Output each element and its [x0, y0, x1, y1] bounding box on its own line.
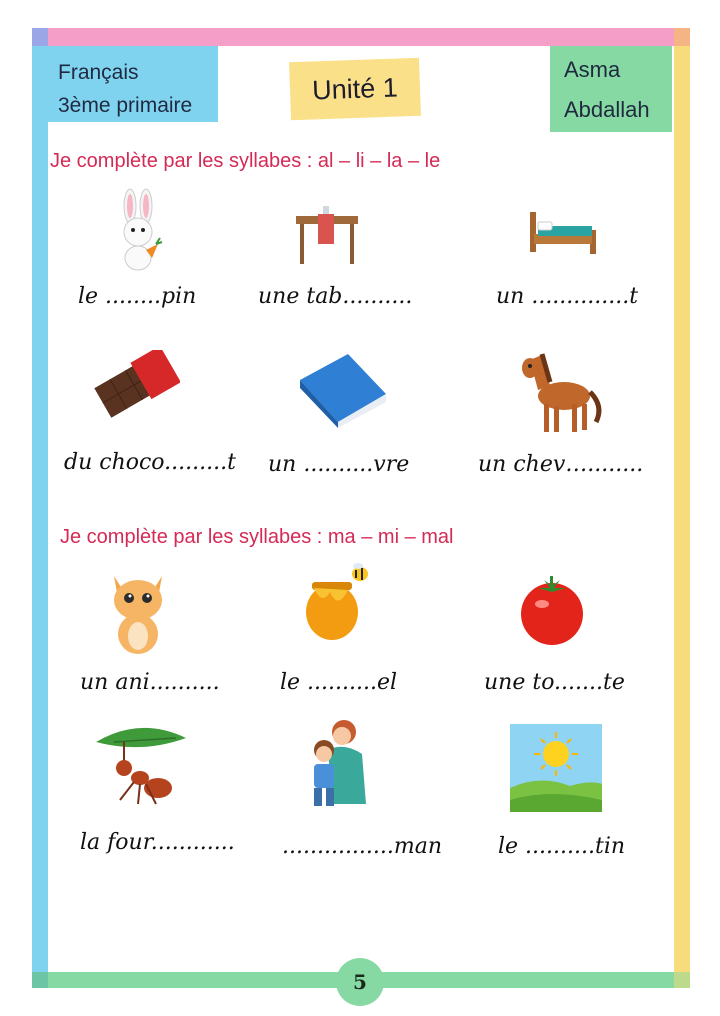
frame-right: [674, 46, 690, 976]
page-number: [336, 958, 384, 1006]
exercise1-instruction: Je complète par les syllabes : al – li – la – le: [50, 150, 441, 172]
cat-picture: [104, 566, 172, 658]
book-picture: [296, 350, 388, 428]
honey-pot-picture: [302, 562, 374, 644]
word-blank: ................man: [282, 834, 443, 859]
frame-left: [32, 46, 48, 976]
author-box: [550, 46, 672, 132]
subject-label: Français: [58, 61, 139, 84]
author-last-name: Abdallah: [564, 97, 650, 122]
author-first-name: Asma: [564, 57, 621, 82]
level-label: 3ème primaire: [58, 94, 193, 117]
frame-corner: [32, 28, 48, 46]
unit-box: [289, 58, 421, 121]
chocolate-picture: [88, 350, 180, 420]
word-blank: un ..............t: [496, 284, 639, 309]
word-blank: le ........pin: [78, 284, 197, 309]
horse-picture: [516, 346, 604, 436]
rabbit-picture: [108, 188, 168, 272]
frame-corner: [674, 972, 690, 988]
word-blank: la four............: [80, 830, 235, 855]
frame-corner: [32, 972, 48, 988]
word-blank: le ..........el: [280, 670, 398, 695]
subject-box: [48, 46, 218, 122]
word-blank: une tab..........: [258, 284, 413, 309]
table-picture: [294, 206, 360, 266]
exercise2-instruction: Je complète par les syllabes : ma – mi – mal: [60, 526, 454, 548]
sunny-landscape-picture: [510, 724, 602, 812]
word-blank: une to.......te: [484, 670, 625, 695]
word-blank: du choco.........t: [64, 450, 236, 475]
frame-corner: [674, 28, 690, 46]
frame-top: [32, 28, 690, 46]
unit-label: Unité 1: [311, 72, 399, 105]
word-blank: un ..........vre: [268, 452, 410, 477]
word-blank: un ani..........: [80, 670, 220, 695]
word-blank: un chev…........: [478, 452, 644, 477]
ant-picture: [94, 722, 188, 806]
mother-hug-picture: [302, 714, 374, 812]
page-number-label: 5: [353, 970, 367, 994]
tomato-picture: [516, 572, 588, 646]
word-blank: le ..........tin: [498, 834, 626, 859]
bed-picture: [528, 208, 598, 258]
